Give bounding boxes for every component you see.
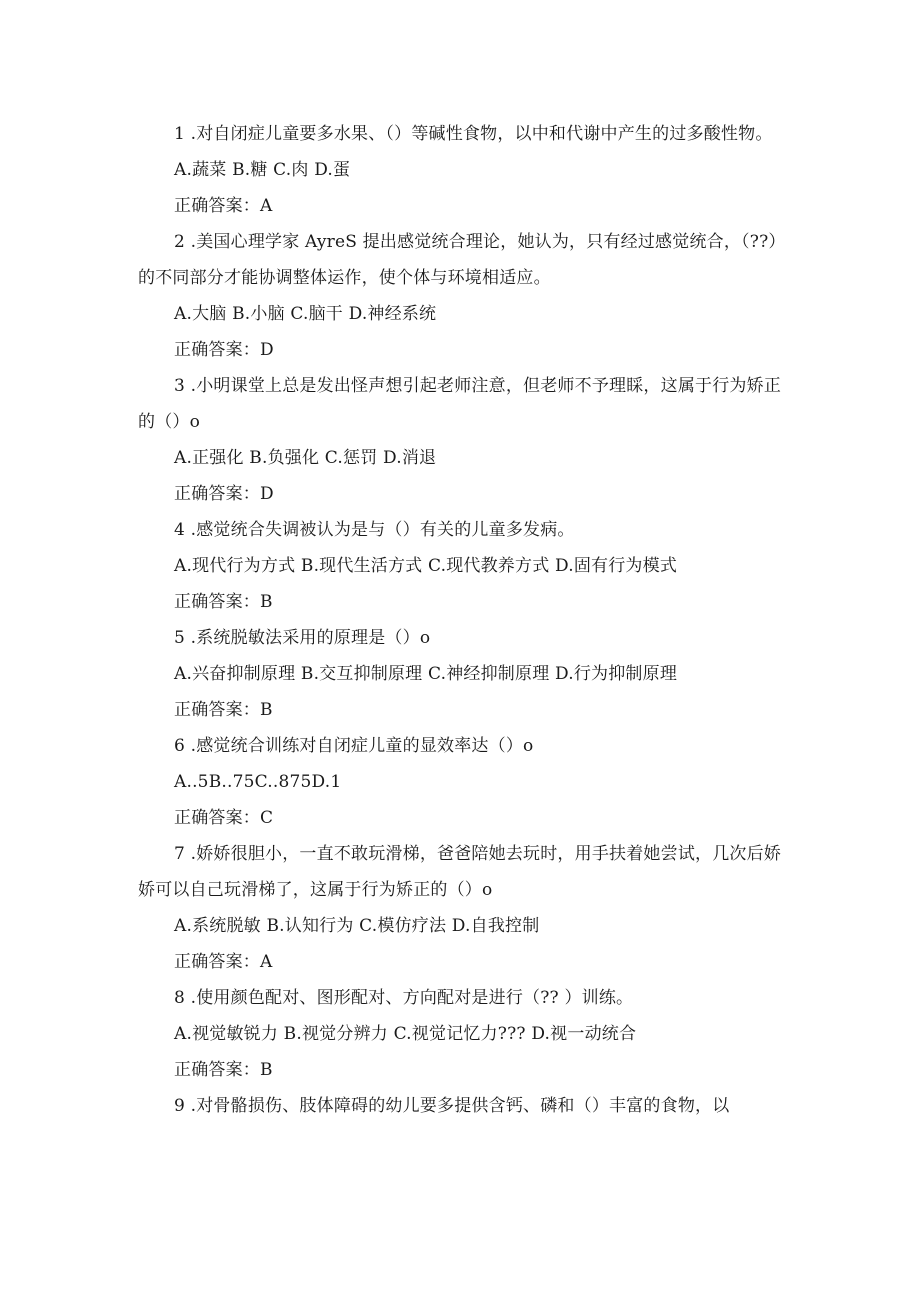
- question-7-text: 7 .娇娇很胆小，一直不敢玩滑梯，爸爸陪她去玩时，用手扶着她尝试，几次后娇娇可以自己玩滑梯了，这属于行为矫正的（）o: [138, 844, 782, 900]
- question-2-text: 2 .美国心理学家 AyreS 提出感觉统合理论，她认为，只有经过感觉统合，（??）的不同部分才能协调整体运作，使个体与环境相适应。: [138, 232, 786, 288]
- question-3-options: A.正强化 B.负强化 C.惩罚 D.消退: [174, 448, 437, 468]
- question-7-options: A.系统脱敏 B.认知行为 C.模仿疗法 D.自我控制: [174, 916, 540, 936]
- question-4-answer: 正确答案：B: [174, 592, 273, 612]
- question-6-answer: 正确答案：C: [174, 808, 274, 828]
- question-6-options: A..5B..75C..875D.1: [174, 772, 342, 792]
- question-5-options: A.兴奋抑制原理 B.交互抑制原理 C.神经抑制原理 D.行为抑制原理: [174, 664, 678, 684]
- question-5-text: 5 .系统脱敏法采用的原理是（）o: [174, 628, 431, 648]
- question-1-options: A.蔬菜 B.糖 C.肉 D.蛋: [174, 160, 351, 180]
- question-4-options: A.现代行为方式 B.现代生活方式 C.现代教养方式 D.固有行为模式: [174, 556, 678, 576]
- question-7-answer: 正确答案：A: [174, 952, 273, 972]
- question-list: [138, 116, 786, 1124]
- question-1-answer: 正确答案：A: [174, 196, 273, 216]
- question-6-text: 6 .感觉统合训练对自闭症儿童的显效率达（）o: [174, 736, 534, 756]
- question-4-text: 4 .感觉统合失调被认为是与（）有关的儿童多发病。: [174, 520, 575, 540]
- question-3-answer: 正确答案：D: [174, 484, 274, 504]
- question-8-options: A.视觉敏锐力 B.视觉分辨力 C.视觉记忆力??? D.视一动统合: [174, 1024, 637, 1044]
- question-3-text: 3 .小明课堂上总是发出怪声想引起老师注意，但老师不予理睬，这属于行为矫正的（）o: [138, 376, 782, 432]
- question-5-answer: 正确答案：B: [174, 700, 273, 720]
- question-9-text: 9 .对骨骼损伤、肢体障碍的幼儿要多提供含钙、磷和（）丰富的食物，以: [174, 1096, 730, 1116]
- question-2-options: A.大脑 B.小脑 C.脑干 D.神经系统: [174, 304, 437, 324]
- question-8-text: 8 .使用颜色配对、图形配对、方向配对是进行（?? ）训练。: [174, 988, 634, 1008]
- question-8-answer: 正确答案：B: [174, 1060, 273, 1080]
- question-1-text: 1 .对自闭症儿童要多水果、（）等碱性食物，以中和代谢中产生的过多酸性物。: [174, 124, 773, 144]
- question-2-answer: 正确答案：D: [174, 340, 274, 360]
